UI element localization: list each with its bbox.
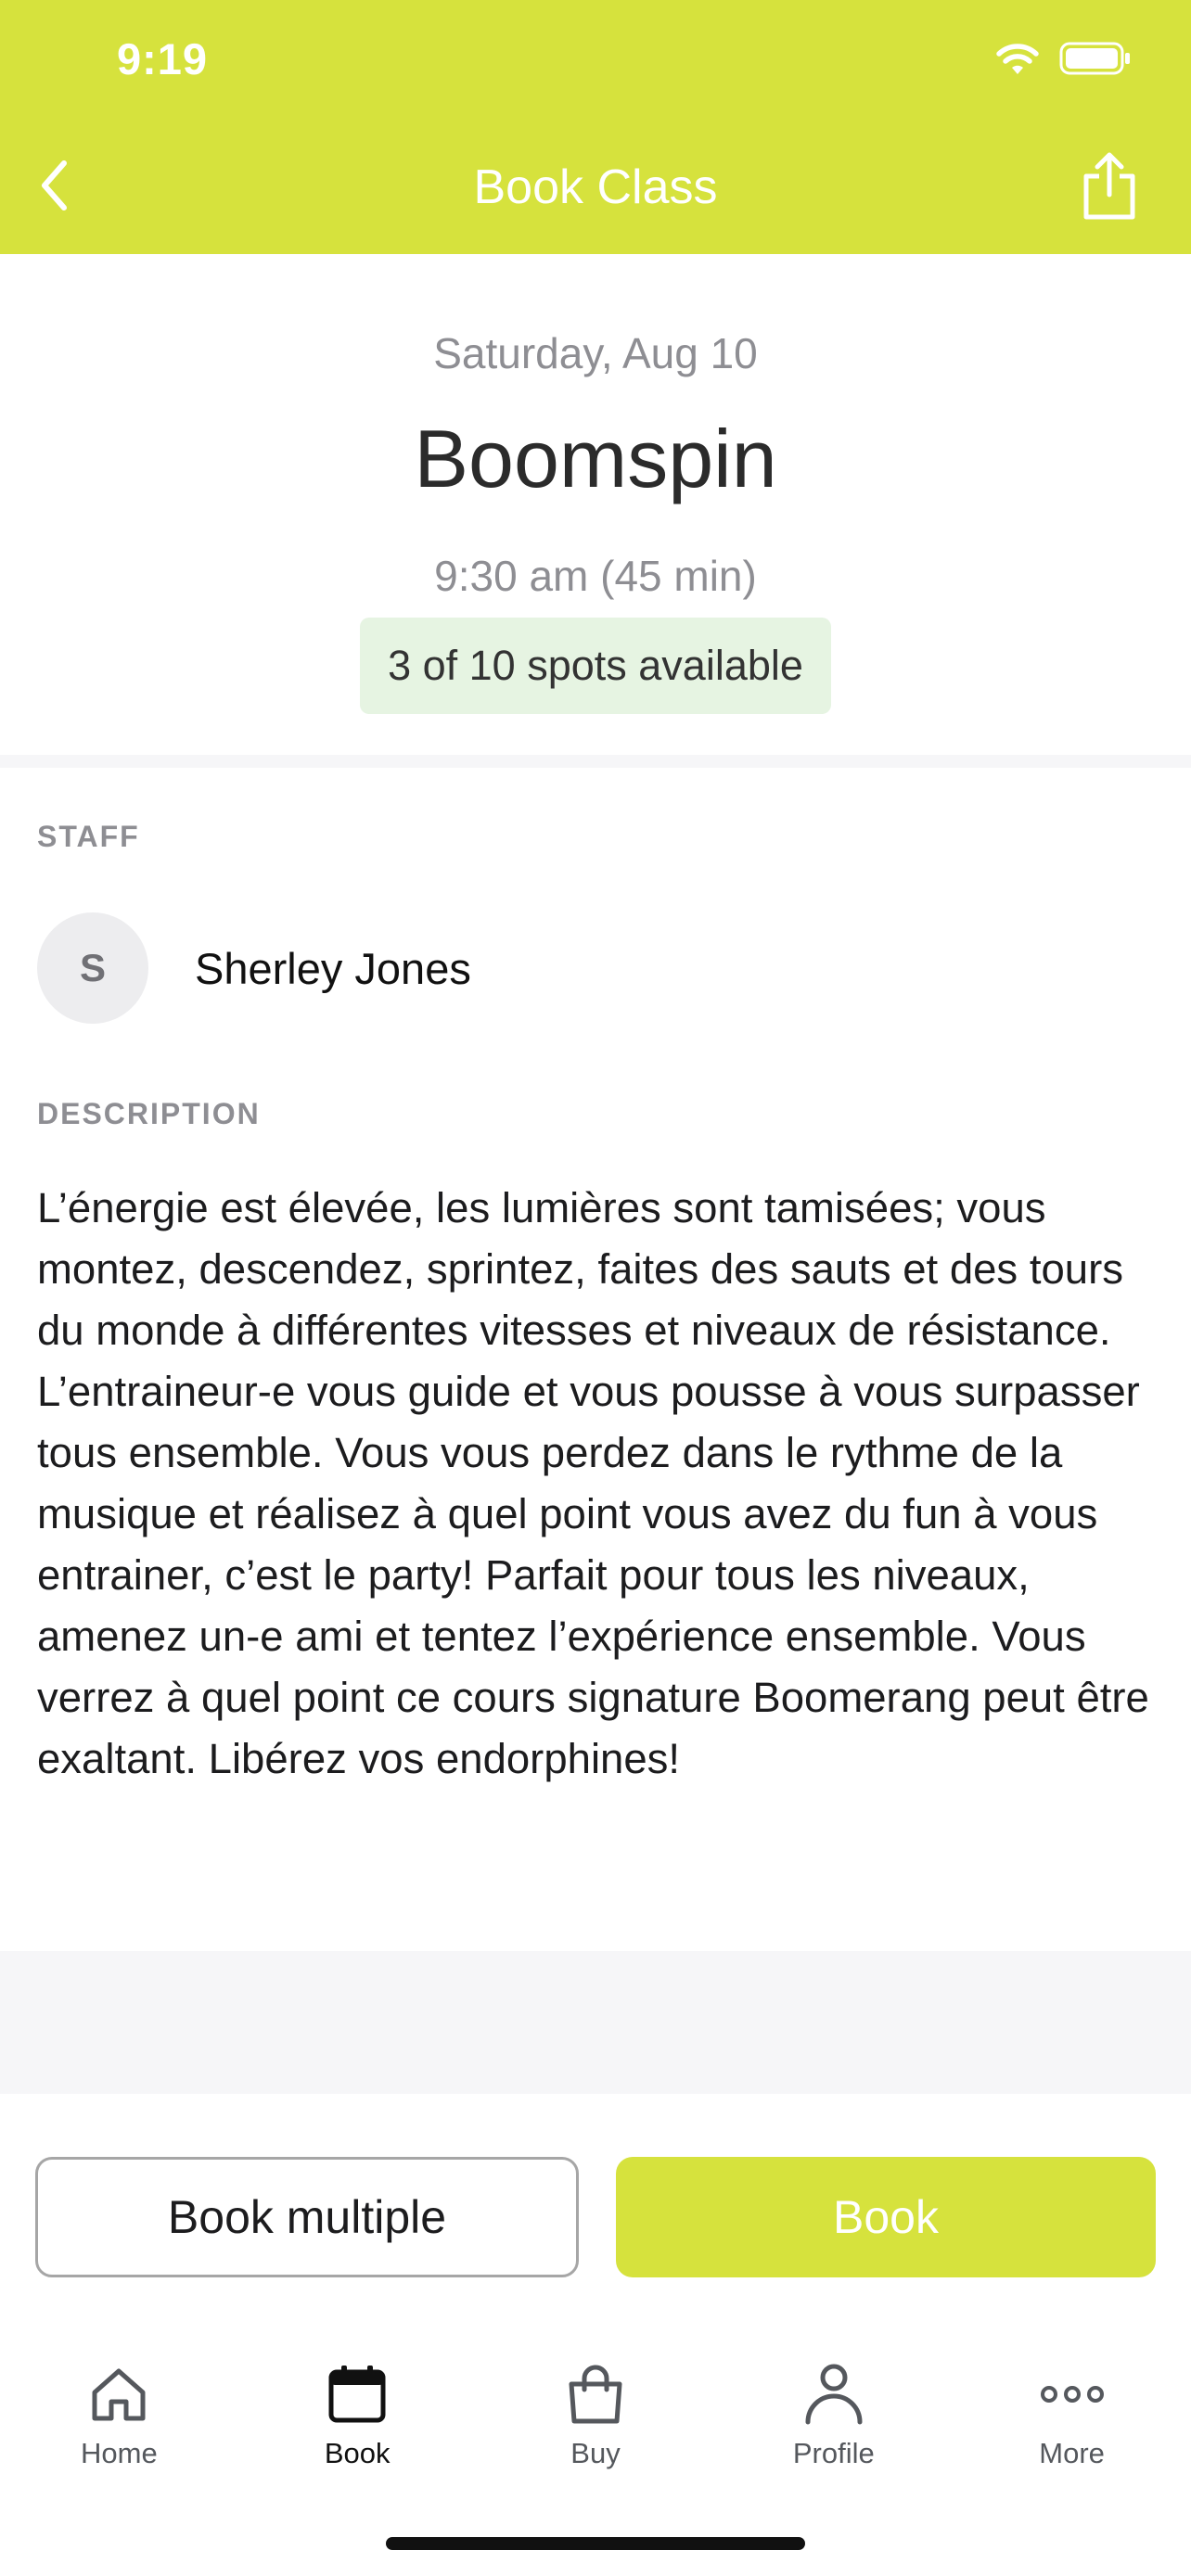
tab-buy[interactable] (477, 2337, 715, 2504)
home-indicator (386, 2537, 805, 2550)
book-button[interactable]: Book (616, 2157, 1156, 2277)
calendar-icon (320, 2357, 394, 2431)
tab-book[interactable] (238, 2337, 477, 2504)
status-icons (994, 41, 1132, 81)
staff-name: Sherley Jones (195, 943, 471, 993)
battery-icon (1059, 41, 1132, 81)
staff-avatar: S (37, 912, 148, 1024)
app-header (0, 0, 1191, 254)
tab-label-buy: Buy (570, 2437, 621, 2469)
class-date: Saturday, Aug 10 (433, 329, 758, 377)
share-icon (1079, 150, 1140, 221)
class-time: 9:30 am (45 min) (434, 552, 757, 600)
wifi-icon (994, 41, 1041, 81)
tab-label-home: Home (81, 2437, 158, 2469)
class-name: Boomspin (414, 413, 777, 504)
tab-bar (0, 2337, 1191, 2504)
page-title: Book Class (473, 160, 718, 214)
status-time: 9:19 (117, 34, 209, 83)
more-icon (1035, 2357, 1109, 2431)
description-section-label: DESCRIPTION (37, 1097, 261, 1130)
tab-label-book: Book (324, 2437, 391, 2469)
spots-available-badge: 3 of 10 spots available (360, 618, 831, 714)
tab-home[interactable] (0, 2337, 238, 2504)
tab-label-profile: Profile (792, 2437, 875, 2469)
class-summary (0, 254, 1191, 755)
tab-more[interactable] (953, 2337, 1191, 2504)
book-multiple-button[interactable]: Book multiple (35, 2157, 579, 2277)
share-button[interactable] (1072, 139, 1146, 232)
staff-row[interactable] (37, 911, 1154, 1026)
footer-spacer (0, 1951, 1191, 2094)
section-divider (0, 755, 1191, 768)
tab-label-more: More (1039, 2437, 1105, 2469)
staff-section-label: STAFF (37, 820, 140, 853)
home-icon (82, 2357, 156, 2431)
person-icon (797, 2357, 871, 2431)
tab-profile[interactable] (714, 2337, 953, 2504)
class-description: L’énergie est élevée, les lumières sont tamisées; vous montez, descendez, sprintez, faites des sauts et des tours du monde à différentes vitesses et niveaux de résistance. L’entraineur-e vous guide et vous pousse à vous surpasser tous ensemble. Vous vous perdez dans le rythme de la musique et réalisez à quel point vous avez du fun à vous entrainer, c’est le party! Parfait pour tous les niveaux, amenez un-e ami et tentez l’expérience ensemble. Vous verrez à quel point ce cours signature Boomerang peut être exaltant. Libérez vos endorphines! (37, 1184, 1149, 1782)
shopping-bag-icon (558, 2357, 633, 2431)
